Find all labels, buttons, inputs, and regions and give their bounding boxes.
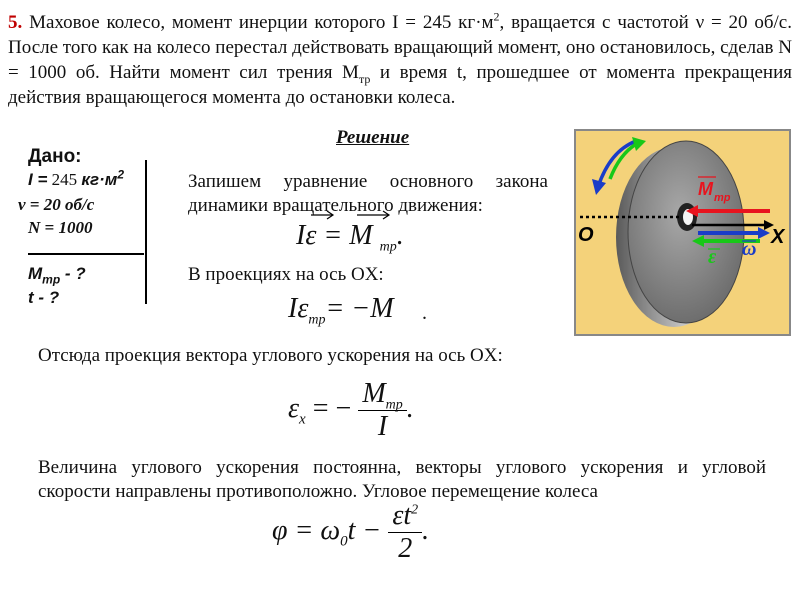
formula4-mid: t − [347,514,389,546]
label-friction-moment: M [698,179,713,199]
given-moment-sub: тр [42,272,61,287]
given-unknown-moment [28,264,86,287]
given-inertia-label: I = [28,170,48,189]
given-inertia-sup: 2 [117,167,124,182]
formula3-num: M [362,378,386,409]
formula4-numerator [388,500,422,533]
formula3-eq: = − [305,392,352,424]
given-divider [28,253,144,255]
given-inertia [28,167,124,190]
problem-sup: 2 [493,9,500,24]
formula2-sub: тр [308,312,326,328]
formula3-left: ε [288,392,300,424]
formula4-end: . [422,514,430,546]
formula3-num-sub: тр [385,397,403,413]
given-moment-q: - ? [60,264,86,283]
formula2-right: = −M [325,293,394,324]
vector-arrow-icon [310,210,336,220]
problem-statement [8,10,792,110]
formula3-sub: x [299,411,306,428]
label-x-axis: X [771,226,785,248]
formula3-denominator: I [377,411,388,442]
formula-newton-rotation [296,220,404,255]
formula1-text: Iε = M [296,220,373,251]
label-friction-moment-sub: тр [714,192,731,204]
given-title: Дано: [28,146,82,167]
formula4-left: φ = ω [272,514,341,546]
formula-projection [288,293,394,328]
formula1-sub: тр [379,239,397,255]
label-epsilon: ε [708,246,717,268]
formula1-lhs [296,220,380,251]
problem-text-1: Маховое колесо, момент инерции которого I = 245 кг·м [22,12,494,33]
formula-angular-accel [288,378,414,443]
problem-text-2: , вращается с частотой ν = 20 об/с. После того как на колесо перестал действовать вращающий момент, оно остановилось, сделав N = 1000 об. Найти момент сил трения M [8,12,792,83]
given-frequency: ν = 20 об/с [18,195,95,214]
formula3-numerator [358,378,406,411]
formula4-sub: 0 [340,533,348,550]
flywheel-figure [574,129,791,336]
formula4-num: εt [392,500,412,531]
formula3-fraction [358,378,406,443]
accel-text: Отсюда проекция вектора углового ускорения на ось OX: [38,345,503,366]
formula1-end: . [396,220,404,251]
formula4-denominator: 2 [398,533,413,564]
flywheel-diagram [574,129,791,336]
projection-text: В проекциях на ось OX: [188,264,384,285]
problem-text-3: и время t, прошедшее от момента прекращения действия вращающегося момента до остановки колеса. [8,62,792,108]
given-vertical-bar [145,160,147,304]
solution-intro: Запишем уравнение основного закона динамики вращательного движения: [188,171,548,216]
problem-sub: тр [358,71,371,86]
conclusion-text: Величина углового ускорения постоянна, векторы углового ускорения и угловой скорости направлены противоположно. Угловое перемещение колеса [38,457,766,502]
formula4-fraction [388,500,422,565]
formula3-end: . [406,392,414,424]
formula2-left: Iε [288,293,309,324]
problem-number: 5. [8,12,23,33]
label-omega: ω [742,238,757,260]
formula4-num-sup: 2 [411,502,419,518]
formula2-end: . [422,302,427,324]
solution-heading: Решение [336,127,410,148]
label-origin: O [578,224,594,246]
formula-angular-displacement [272,500,429,565]
given-moment-label: M [28,264,43,283]
given-revolutions: N = 1000 [28,218,93,237]
vector-arrow-icon [356,210,392,220]
given-inertia-value: 245 [47,170,82,189]
given-inertia-unit: кг·м [81,170,118,189]
given-unknown-time: t - ? [28,288,60,307]
